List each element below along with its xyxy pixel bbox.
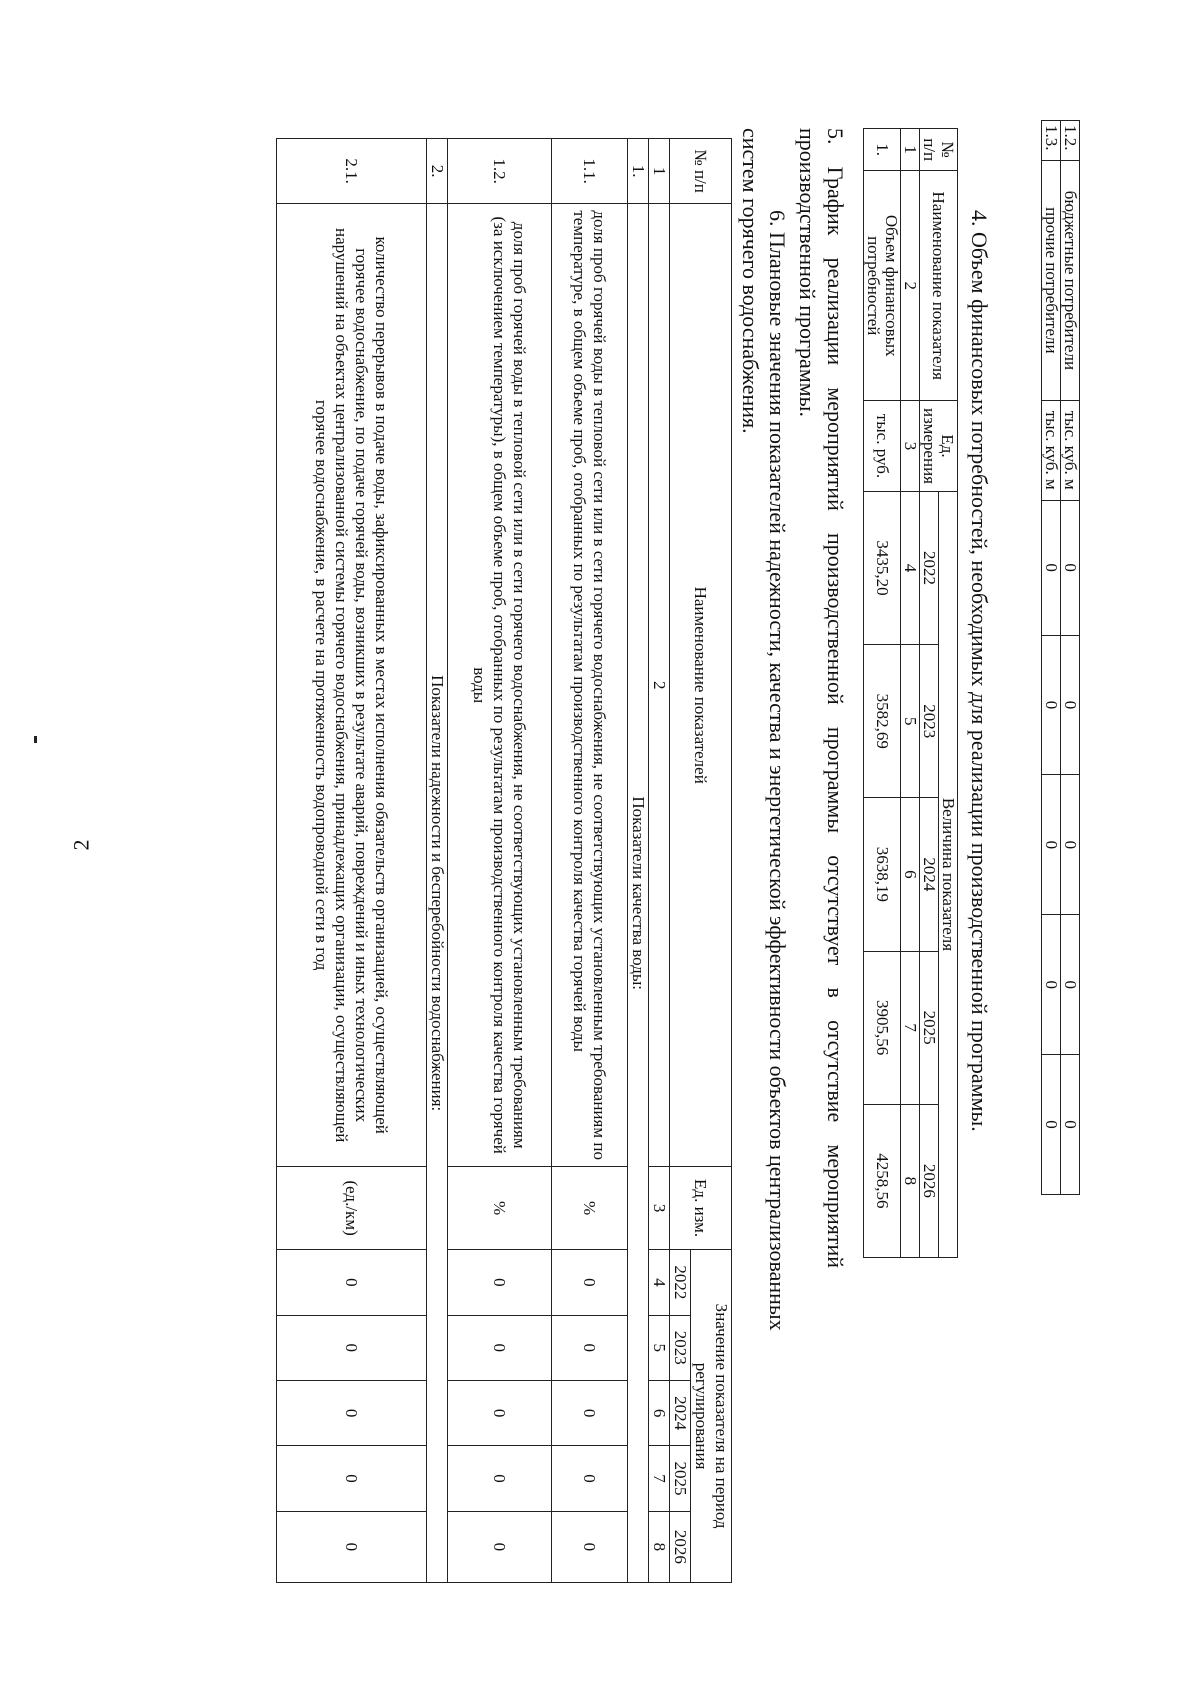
index-cell: 2: [901, 171, 920, 401]
header-year: 2025: [670, 1446, 691, 1511]
value-cell: 0: [448, 1511, 552, 1582]
index-cell: 7: [901, 951, 920, 1104]
index-cell: 8: [649, 1511, 670, 1582]
value-cell: 0: [448, 1380, 552, 1445]
header-num: № п/п: [670, 139, 732, 204]
section-6-heading-line-1: 6. Плановые значения показателей надежности, качества и энергетической эффективности объектов централизованных: [765, 210, 790, 1331]
unit-cell: %: [552, 1167, 628, 1250]
indicator-name: прочие потребители: [1042, 160, 1061, 400]
row-number: 1.2.: [1061, 121, 1080, 161]
index-cell: 1: [649, 139, 670, 204]
row-number: 1.2.: [448, 139, 552, 204]
index-cell: 4: [649, 1250, 670, 1315]
unit-cell: %: [448, 1167, 552, 1250]
value-cell: 0: [1061, 635, 1080, 775]
value-cell: 4258,56: [864, 1104, 901, 1257]
header-name: Наименование показателей: [670, 204, 732, 1167]
value-cell: 0: [277, 1511, 427, 1582]
table-row: [1061, 121, 1080, 1195]
value-cell: 0: [277, 1315, 427, 1380]
section-4-heading: 4. Объем финансовых потребностей, необходимых для реализации производственной программы.: [967, 210, 992, 1132]
rotated-page-content: [120, 120, 1080, 1600]
value-cell: 3582,69: [864, 645, 901, 798]
value-cell: 0: [552, 1511, 628, 1582]
table-row: [277, 139, 427, 1583]
header-year: 2026: [670, 1511, 691, 1582]
page-number: 2: [68, 839, 94, 851]
indicator-name: доля проб горячей воды в тепловой сети или в сети горячего водоснабжения, не соответствующих установленным требованиям (за исключением температуры), в общем объеме проб, отобранных по результатам производственного контроля качества горячей воды: [448, 204, 552, 1167]
value-cell: 0: [1042, 915, 1061, 1055]
row-number: 1.1.: [552, 139, 628, 204]
group-title: Показатели надежности и бесперебойности водоснабжения:: [427, 204, 448, 1583]
index-cell: 6: [649, 1380, 670, 1445]
value-cell: 0: [552, 1250, 628, 1315]
value-cell: 0: [448, 1315, 552, 1380]
value-cell: 3905,56: [864, 951, 901, 1104]
header-year: 2023: [920, 645, 939, 798]
consumers-table: [1041, 120, 1080, 1195]
unit-cell: тыс. куб. м: [1042, 400, 1061, 500]
unit-cell: тыс. куб. м: [1061, 400, 1080, 500]
index-cell: 5: [649, 1315, 670, 1380]
header-num: № п/п: [920, 129, 958, 171]
header-year: 2026: [920, 1104, 939, 1257]
table-index-row: [649, 139, 670, 1583]
indicator-name: бюджетные потребители: [1061, 160, 1080, 400]
row-number: 2.: [427, 139, 448, 204]
value-cell: 3435,20: [864, 491, 901, 644]
value-cell: 0: [277, 1250, 427, 1315]
index-cell: 2: [649, 204, 670, 1167]
unit-cell: (ед./км): [277, 1167, 427, 1250]
value-cell: 0: [277, 1446, 427, 1511]
value-cell: 0: [1042, 775, 1061, 915]
value-cell: 0: [1061, 915, 1080, 1055]
value-cell: 3638,19: [864, 798, 901, 951]
index-cell: 7: [649, 1446, 670, 1511]
indicator-name: Объем финансовых потребностей: [864, 171, 901, 401]
header-year: 2025: [920, 951, 939, 1104]
table-row: [864, 129, 901, 1258]
index-cell: 3: [649, 1167, 670, 1250]
indicators-table: [276, 138, 732, 1583]
value-cell: 0: [552, 1315, 628, 1380]
header-year: 2024: [670, 1380, 691, 1445]
index-cell: 4: [901, 491, 920, 644]
group-row: [628, 139, 649, 1583]
table-header-row: [939, 129, 958, 1258]
header-unit: Ед. изм.: [670, 1167, 732, 1250]
value-cell: 0: [1061, 500, 1080, 635]
value-cell: 0: [1061, 775, 1080, 915]
value-cell: 0: [1042, 500, 1061, 635]
section-6-heading-line-2: систем горячего водоснабжения.: [738, 128, 763, 434]
table-row: [1042, 121, 1061, 1195]
row-number: 2.1.: [277, 139, 427, 204]
row-number: 1.3.: [1042, 121, 1061, 161]
value-cell: 0: [1061, 1055, 1080, 1195]
table-index-row: [901, 129, 920, 1258]
row-number: 1.: [864, 129, 901, 171]
section-5-line-2: производственной программы.: [795, 128, 820, 417]
header-year: 2023: [670, 1315, 691, 1380]
index-cell: 3: [901, 401, 920, 492]
value-cell: 0: [448, 1446, 552, 1511]
indicator-name: доля проб горячей воды в тепловой сети или в сети горячего водоснабжения, не соответствующих установленным требованиям по температуре, в общем объеме проб, отобранных по результатам производственного контроля качества горячей воды: [552, 204, 628, 1167]
value-cell: 0: [277, 1380, 427, 1445]
group-row: [427, 139, 448, 1583]
index-cell: 6: [901, 798, 920, 951]
unit-cell: тыс. руб.: [864, 401, 901, 492]
table-row: [552, 139, 628, 1583]
index-cell: 1: [901, 129, 920, 171]
header-year: 2022: [920, 491, 939, 644]
header-year: 2024: [920, 798, 939, 951]
section-5-line-1: 5. График реализации мероприятий производственной программы отсутствует в отсутствие мероприятий: [823, 128, 848, 1268]
value-cell: 0: [552, 1446, 628, 1511]
row-number: 1.: [628, 139, 649, 204]
scan-mark: [34, 736, 37, 743]
header-year: 2022: [670, 1250, 691, 1315]
group-title: Показатели качества воды:: [628, 204, 649, 1583]
value-cell: 0: [1042, 1055, 1061, 1195]
header-value-group: Величина показателя: [939, 491, 958, 1257]
table-row: [448, 139, 552, 1583]
indicator-name: количество перерывов в подаче воды, зафиксированных в местах исполнения обязательств организацией, осуществляющей горячее водоснабжение, по подаче горячей воды, возникших в результате аварий, повреждений и иных технологических нарушений на объектах централизованной системы горячего водоснабжения, принадлежащих организации, осуществляющей горячее водоснабжение, в расчете на протяженность водопроводной сети в год: [277, 204, 427, 1167]
financial-needs-table: [863, 128, 958, 1258]
index-cell: 5: [901, 645, 920, 798]
index-cell: 8: [901, 1104, 920, 1257]
header-value-group: Значение показателя на период регулирования: [691, 1250, 732, 1583]
header-name: Наименование показателя: [920, 171, 958, 401]
table-header-row: [691, 139, 732, 1583]
value-cell: 0: [448, 1250, 552, 1315]
value-cell: 0: [552, 1380, 628, 1445]
value-cell: 0: [1042, 635, 1061, 775]
header-unit: Ед. измерения: [920, 401, 958, 492]
